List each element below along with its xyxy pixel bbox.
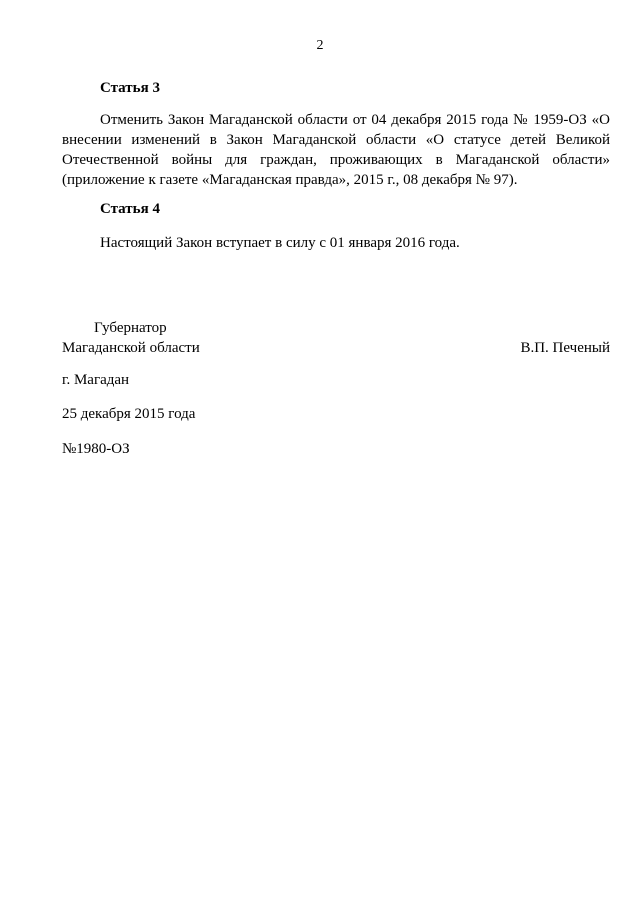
article-4-heading: Статья 4 <box>100 201 160 217</box>
page-number: 2 <box>316 38 324 53</box>
signatory-name: В.П. Печеный <box>520 340 610 356</box>
article-3-heading: Статья 3 <box>100 80 160 96</box>
article-3-text <box>62 110 610 190</box>
article-3-paragraph: Отменить Закон Магаданской области от 04 декабря 2015 года № 1959-ОЗ «О внесении изменений в Закон Магаданской области «О статусе детей Великой Отечественной войны для граждан, проживающих в Магаданской области» (приложение к газете «Магаданская правда», 2015 г., 08 декабря № 97). <box>62 112 610 188</box>
article-4-paragraph: Настоящий Закон вступает в силу с 01 января 2016 года. <box>100 235 460 251</box>
signature-row <box>62 338 610 358</box>
signature-title-line1: Губернатор <box>94 320 167 336</box>
signature-title-line2: Магаданской области <box>62 340 200 356</box>
place-of-signing: г. Магадан <box>62 372 130 388</box>
signing-date: 25 декабря 2015 года <box>62 406 196 422</box>
article-4-text <box>62 233 610 253</box>
law-number: №1980-ОЗ <box>62 441 130 457</box>
signature-block <box>62 318 610 358</box>
